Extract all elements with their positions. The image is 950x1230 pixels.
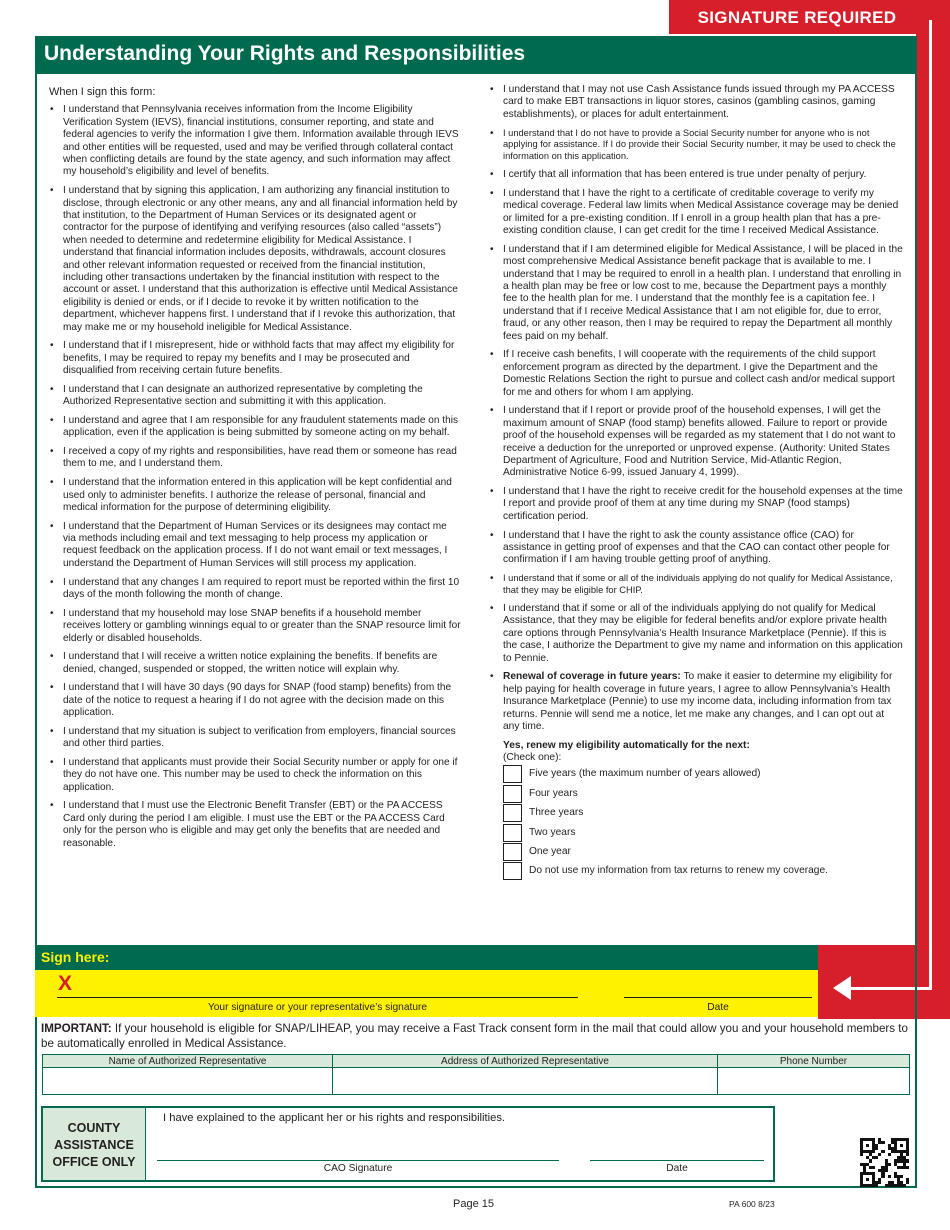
option-label: One year <box>529 845 571 857</box>
list-item: • I understand that my situation is subject to verification from employers, financial sources and other third parties. <box>49 726 461 751</box>
rep-name-input[interactable] <box>43 1069 332 1094</box>
list-item: • I understand that if I report or provide proof of the household expenses, I will get the maximum amount of SNAP (food stamp) benefits allowed. Failure to report or provide proof of the household expenses will be regarded as my statement that I do not want to receive a deduction for the unreported or unproved expense. (Authority: United States Department of Agriculture, Food and Nutrition Service, Mid-Atlantic Region, Administrative Notice 6-99, issued January 4, 1999). <box>489 405 903 479</box>
list-item: • I understand that if I am determined eligible for Medical Assistance, I will be placed in the most comprehensive Medical Assistance benefit package that is available to me. I understand that I may be required to enroll in a health plan. I understand that enrolling in a health plan may be free or low cost to me, because the Department pays a monthly fee to the health plan for me. I understand that the monthly fee is a capitation fee. I understand that if I receive Medical Assistance that I am not eligible for, due to error, fraud, or any other reason, then I may be required to repay the Department all monthly fees paid on my behalf. <box>489 244 903 343</box>
rep-address-input[interactable] <box>333 1069 717 1094</box>
list-item: • I understand and agree that I am responsible for any fraudulent statements made on this application, even if the application is being submitted by someone acting on my behalf. <box>49 415 461 440</box>
list-item: • I understand that by signing this application, I am authorizing any financial institution to disclose, through electronic or any other means, any and all financial information held by that institution, to the Department of Human Services or its designated agent or contractor for the purpose of identifying and verifying resources (also called “assets”) when needed to determine and redetermine eligibility for Medical Assistance. I understand that financial information includes deposits, withdrawals, account closures and other relevant information requested or received from the financial institution, including other transactions undertaken by the financial institution with respect to the account or asset. I understand that this authorization is effective until Medical Assistance eligibility is denied or ends, or if I decide to revoke it by written notification to the department, whichever happens first. I understand that if I revoke this authorization, that may make me or my household ineligible for Medical Assistance. <box>49 185 461 334</box>
signature-required-label: SIGNATURE REQUIRED <box>697 8 897 27</box>
form-code: PA 600 8/23 <box>729 1199 775 1209</box>
list-item: • I understand that I will have 30 days (90 days for SNAP (food stamp) benefits) from the date of the notice to request a hearing if I do not agree with the decision made on this application. <box>49 682 461 719</box>
checkbox[interactable] <box>503 785 522 803</box>
right-bullet-list <box>489 84 903 733</box>
county-label-line: COUNTY <box>67 1121 121 1135</box>
list-item: • I understand that I may not use Cash Assistance funds issued through my PA ACCESS card to make EBT transactions in liquor stores, casinos (gambling casinos, gaming establishments), or places for adult entertainment. <box>489 84 903 121</box>
renew-option-four-years[interactable] <box>503 784 903 803</box>
renewal-item <box>489 671 903 733</box>
signature-x-mark: X <box>58 972 73 995</box>
list-item: • I understand that applicants must provide their Social Security number or apply for one if they do not have one. This number may be used to check the information on this application. <box>49 757 461 794</box>
date-caption: Date <box>707 1002 729 1013</box>
checkbox[interactable] <box>503 804 522 822</box>
checkbox[interactable] <box>503 843 522 861</box>
renew-option-two-years[interactable] <box>503 823 903 842</box>
list-item: • I understand that I do not have to provide a Social Security number for anyone who is not applying for assistance. If I do provide their Social Security number, it may be used to check the information on this application. <box>489 128 903 163</box>
rep-phone-header: Phone Number <box>718 1055 909 1068</box>
checkbox[interactable] <box>503 824 522 842</box>
red-side-bar <box>916 34 950 1019</box>
list-item: • I certify that all information that has been entered is true under penalty of perjury. <box>489 169 903 181</box>
list-item: • I understand that if some or all of the individuals applying do not qualify for Medical Assistance, that they may be eligible for federal benefits and/or explore private health care options through Pennsylvania’s Health Insurance Marketplace (Pennie). If this is the case, I authorize the Department to give my name and information on this application to Pennie. <box>489 603 903 665</box>
rep-address-header: Address of Authorized Representative <box>333 1055 717 1068</box>
county-label-line: ASSISTANCE <box>54 1138 134 1152</box>
left-bullet-list <box>49 104 461 850</box>
signature-field[interactable] <box>57 997 578 998</box>
renewal-options <box>489 740 903 881</box>
renew-option-three-years[interactable] <box>503 803 903 822</box>
renew-option-do-not-use[interactable] <box>503 861 903 880</box>
important-label: IMPORTANT: <box>41 1022 112 1035</box>
list-item: • I understand that if I misrepresent, hide or withhold facts that may affect my eligibility for benefits, I may be required to repay my benefits and I may be prosecuted and disqualified from receiving certain future benefits. <box>49 340 461 377</box>
list-item: • I understand that I must use the Electronic Benefit Transfer (EBT) or the PA ACCESS Card only during the period I am eligible. I must use the EBT or the PA ACCESS Card only for the person who is eligible and may get only the benefits that are needed and reasonable. <box>49 800 461 850</box>
renew-option-five-years[interactable] <box>503 764 903 783</box>
option-label: Do not use my information from tax returns to renew my coverage. <box>529 865 828 877</box>
cao-date-field[interactable] <box>590 1160 764 1161</box>
sign-here-heading: Sign here: <box>35 945 818 970</box>
list-item: • If I receive cash benefits, I will cooperate with the requirements of the child support enforcement program as directed by the department. I give the Department and the Domestic Relations Section the right to pursue and collect cash and/or medical support for me and others for whom I am applying. <box>489 349 903 399</box>
rights-content <box>37 74 915 944</box>
county-office-label <box>43 1108 146 1180</box>
renew-instruction: (Check one): <box>503 752 562 764</box>
page-number: Page 15 <box>453 1198 494 1210</box>
list-item: • I understand that I have the right to receive credit for the household expenses at the time I report and provide proof of them at any time during my SNAP (food stamps) certification period. <box>489 486 903 523</box>
arrow-guide-line <box>929 20 932 990</box>
cao-signature-caption: CAO Signature <box>323 1163 393 1174</box>
important-notice <box>41 1021 911 1051</box>
page-title: Understanding Your Rights and Responsibilities <box>35 36 917 74</box>
important-text: If your household is eligible for SNAP/LIHEAP, you may receive a Fast Track consent form in the mail that could allow you and your household members to be automatically enrolled in Medical Assistance. <box>41 1022 908 1050</box>
renewal-text: To make it easier to determine my eligibility for help paying for health coverage in future years, I agree to allow Pennsylvania’s Health Insurance Marketplace (Pennie) to use my income data, including information from tax returns. Pennie will send me a notice, let me make any changes, and I can opt out at any time. <box>503 671 893 732</box>
list-item: • I understand that my household may lose SNAP benefits if a household member receives lottery or gambling winnings equal to or greater than the SNAP resource limit for elderly or disabled households. <box>49 608 461 645</box>
county-label-line: OFFICE ONLY <box>52 1155 136 1169</box>
list-item: • I understand that Pennsylvania receives information from the Income Eligibility Verification System (IEVS), financial institutions, consumer reporting, and state and federal agencies to verify the information I give them. Information available through IEVS and other entities will be requested, used and may be verified through collateral contact when conflicting details are found by the state agency, and such information may affect my household’s eligibility and level of benefits. <box>49 104 461 178</box>
rep-phone-input[interactable] <box>718 1069 909 1094</box>
checkbox[interactable] <box>503 862 522 880</box>
qr-code-icon <box>860 1138 909 1187</box>
option-label: Three years <box>529 807 584 819</box>
list-item: • I understand that I have the right to a certificate of creditable coverage to verify my medical coverage. Federal law limits when Medical Assistance coverage may be denied or limited for a pre-existing condition. If I enroll in a group health plan that has a pre-existing condition clause, I can get credit for the time I received Medical Assistance. <box>489 188 903 238</box>
option-label: Five years (the maximum number of years allowed) <box>529 768 761 780</box>
list-item: • I understand that I have the right to ask the county assistance office (CAO) for assistance in getting proof of expenses and that the CAO can contact other people for confirmation if I am having trouble getting proof of anything. <box>489 530 903 567</box>
list-item: • I understand that I will receive a written notice explaining the benefits. If benefits are denied, changed, suspended or stopped, the written notice will explain why. <box>49 651 461 676</box>
list-item: • I understand that the Department of Human Services or its designees may contact me via methods including email and text messaging to help process my application or request feedback on the application process. If I do not want email or text messages, I understand the Department of Human Services will still process my application. <box>49 521 461 571</box>
checkbox[interactable] <box>503 765 522 783</box>
option-label: Two years <box>529 826 576 838</box>
cao-signature-field[interactable] <box>157 1160 559 1161</box>
authorized-representative-table <box>42 1054 910 1095</box>
option-label: Four years <box>529 787 578 799</box>
cao-date-caption: Date <box>666 1163 688 1174</box>
county-assistance-office-box <box>41 1106 775 1182</box>
list-item: • I understand that the information entered in this application will be kept confidential and used only to administer benefits. I authorize the release of personal, financial and medical information for the purpose of determining eligibility. <box>49 477 461 514</box>
renew-option-one-year[interactable] <box>503 842 903 861</box>
signature-caption: Your signature or your representative’s signature <box>207 1002 428 1013</box>
right-column <box>489 84 903 881</box>
renew-question: Yes, renew my eligibility automatically for the next: <box>503 739 750 751</box>
list-item: • I understand that if some or all of the individuals applying do not qualify for Medical Assistance, that they may be eligible for CHIP. <box>489 573 903 597</box>
list-item: • I understand that any changes I am required to report must be reported within the first 10 days of the month following the month of change. <box>49 577 461 602</box>
left-column <box>49 86 461 856</box>
cao-statement: I have explained to the applicant her or his rights and responsibilities. <box>163 1112 506 1124</box>
intro-text: When I sign this form: <box>49 86 156 98</box>
signature-date-field[interactable] <box>624 997 812 998</box>
rep-name-header: Name of Authorized Representative <box>43 1055 332 1068</box>
list-item: • I understand that I can designate an authorized representative by completing the Authorized Representative section and submitting it with this application. <box>49 384 461 409</box>
list-item: • I received a copy of my rights and responsibilities, have read them or someone has read them to me, and I understand them. <box>49 446 461 471</box>
renewal-label: Renewal of coverage in future years: <box>503 671 681 683</box>
